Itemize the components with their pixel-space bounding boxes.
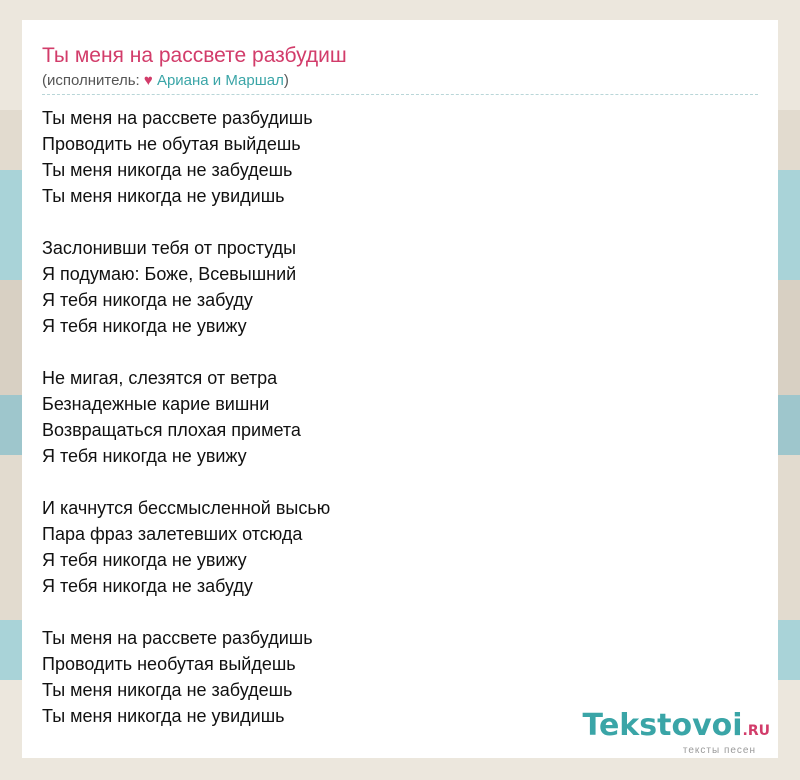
artist-line [42, 72, 289, 89]
lyric-line: Я тебя никогда не забуду [42, 290, 253, 310]
lyric-line: Возвращаться плохая примета [42, 420, 301, 440]
lyric-line: Ты меня на рассвете разбудишь [42, 628, 313, 648]
lyrics-text [42, 105, 742, 755]
lyric-line: Я тебя никогда не забуду [42, 576, 253, 596]
lyric-line: Пара фраз залетевших отсюда [42, 524, 303, 544]
brand-name-text: Tekstovoi [582, 708, 743, 743]
lyric-line: Ты меня никогда не забудешь [42, 160, 293, 180]
lyric-line: Проводить не обутая выйдешь [42, 134, 301, 154]
lyric-line: Я тебя никогда не увижу [42, 550, 247, 570]
lyric-line: Не мигая, слезятся от ветра [42, 368, 278, 388]
lyrics-card [22, 20, 778, 758]
title-divider [42, 94, 758, 95]
song-title: Ты меня на рассвете разбудиш [42, 44, 347, 67]
lyric-line: И качнутся бессмысленной высью [42, 498, 331, 518]
lyric-line: Ты меня никогда не забудешь [42, 680, 293, 700]
artist-suffix: ) [283, 72, 289, 89]
stanza [42, 235, 742, 339]
brand-name [582, 710, 770, 747]
lyric-line: Ты меня никогда не увидишь [42, 706, 285, 726]
brand-tagline: тексты песен [682, 745, 756, 756]
brand-suffix: .RU [742, 723, 770, 739]
brand-logo[interactable] [582, 710, 770, 756]
stanza [42, 365, 742, 469]
artist-link[interactable]: Ариана и Маршал [152, 72, 284, 89]
lyric-line: Заслонивши тебя от простуды [42, 238, 297, 258]
stanza [42, 495, 742, 599]
artist-prefix: (исполнитель: [42, 72, 144, 89]
lyric-line: Проводить необутая выйдешь [42, 654, 296, 674]
lyric-line: Я тебя никогда не увижу [42, 316, 247, 336]
lyric-line: Я тебя никогда не увижу [42, 446, 247, 466]
lyric-line: Ты меня никогда не увидишь [42, 186, 285, 206]
lyric-line: Ты меня на рассвете разбудишь [42, 108, 313, 128]
lyric-line: Я подумаю: Боже, Всевышний [42, 264, 297, 284]
lyric-line: Безнадежные карие вишни [42, 394, 270, 414]
heart-icon: ♥ [143, 72, 153, 89]
stanza [42, 105, 742, 209]
